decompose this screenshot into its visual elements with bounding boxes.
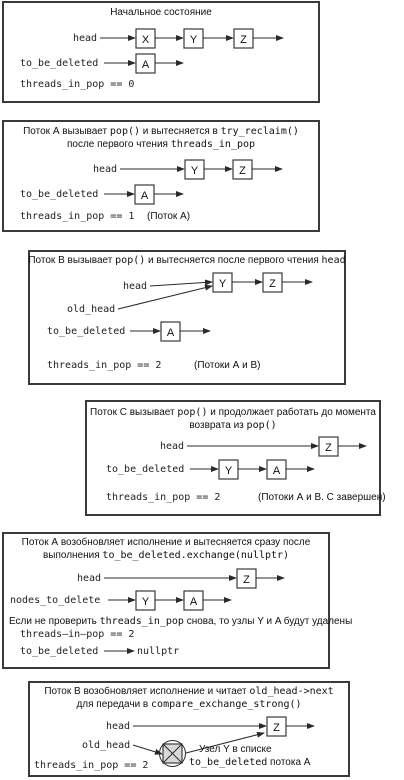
panel-4-thread-c-pop xyxy=(86,401,386,515)
head-label: head xyxy=(106,721,131,732)
panel-6-title-line1: Поток B возобновляет исполнение и читает old_head->next xyxy=(44,686,334,697)
threads-in-pop-label: threads_in_pop == 2 xyxy=(47,360,162,371)
to-be-deleted-label: to_be_deleted xyxy=(47,326,126,337)
panel-5-title-line1: Поток А возобновляет исполнение и вытесняется сразу после xyxy=(21,537,311,548)
head-label: head xyxy=(93,164,118,175)
panel-3-title: Поток B вызывает pop() и вытесняется после первого чтения head xyxy=(28,255,346,266)
node-z-label: Z xyxy=(240,34,247,46)
node-y-label: Y xyxy=(190,165,199,177)
old-head-label: old_head xyxy=(67,304,116,315)
panel-6-thread-b-resumes xyxy=(29,682,349,776)
panel-1-initial-state xyxy=(3,2,319,102)
old-head-label: old_head xyxy=(82,740,131,751)
head-label: head xyxy=(77,573,102,584)
panel-2-note: (Поток А) xyxy=(147,211,191,222)
panel-5-warning: Если не проверить threads_in_pop снова, то узлы Y и A будут удалены xyxy=(9,616,353,627)
node-a-label: A xyxy=(166,327,175,339)
nullptr-label: nullptr xyxy=(137,646,180,657)
node-x-label: X xyxy=(141,34,150,46)
head-label: head xyxy=(160,441,185,452)
threads-in-pop-label: threads_in_pop == 0 xyxy=(20,79,135,90)
node-y-label: Y xyxy=(218,278,227,290)
panel-6-note-line2: to_be_deleted потока А xyxy=(189,757,311,768)
panel-2-title-line1: Поток А вызывает pop() и вытесняется в try_reclaim() xyxy=(23,126,299,137)
node-a-label: A xyxy=(141,59,150,71)
to-be-deleted-label: to_be_deleted xyxy=(20,58,99,69)
panel-5-title-line2: выполнения to_be_deleted.exchange(nullptr) xyxy=(42,550,290,561)
node-y-label: Y xyxy=(141,596,150,608)
to-be-deleted-label: to_be_deleted xyxy=(20,189,99,200)
node-z-label: Z xyxy=(273,722,280,734)
panel-4-note: (Потоки А и B. С завершен) xyxy=(258,492,386,503)
node-a-label: A xyxy=(189,596,198,608)
node-z-label: Z xyxy=(239,165,246,177)
node-z-label: Z xyxy=(243,574,250,586)
threads-in-pop-label: threads_in_pop == 2 xyxy=(106,492,221,503)
panel-6-note-line1: Узел Y в списке xyxy=(199,744,272,755)
panel-4-title-line2: возврата из pop() xyxy=(189,420,277,431)
node-a-label: A xyxy=(140,190,149,202)
panel-3-note: (Потоки А и B) xyxy=(194,360,261,371)
threads-in-pop-label: threads_in_pop == 1 xyxy=(20,211,135,222)
deleted-node-y xyxy=(160,741,186,767)
node-a-label: A xyxy=(272,465,281,477)
panel-3-thread-b-pop xyxy=(28,251,345,384)
head-label: head xyxy=(73,33,98,44)
node-z-label: Z xyxy=(325,442,332,454)
node-y-label: Y xyxy=(224,465,233,477)
threads-in-pop-label: threads_in_pop == 2 xyxy=(34,760,149,771)
to-be-deleted-label: to_be_deleted xyxy=(106,464,185,475)
node-z-label: Z xyxy=(269,278,276,290)
panel-6-title-line2: для передачи в compare_exchange_strong() xyxy=(76,699,302,710)
node-y-label: Y xyxy=(189,34,198,46)
nodes-to-delete-label: nodes_to_delete xyxy=(10,595,101,606)
panel-4-title-line1: Поток С вызывает pop() и продолжает работать до момента xyxy=(90,407,376,418)
panel-2-thread-a-pop xyxy=(3,121,319,231)
panel-2-title-line2: после первого чтения threads_in_pop xyxy=(66,139,256,150)
panel-5-thread-a-resumes xyxy=(3,533,352,668)
threads-in-pop-label: threads—in—pop == 2 xyxy=(20,629,135,640)
panel-1-title: Начальное состояние xyxy=(110,7,212,18)
head-label: head xyxy=(123,281,148,292)
to-be-deleted-label: to_be_deleted xyxy=(20,646,99,657)
